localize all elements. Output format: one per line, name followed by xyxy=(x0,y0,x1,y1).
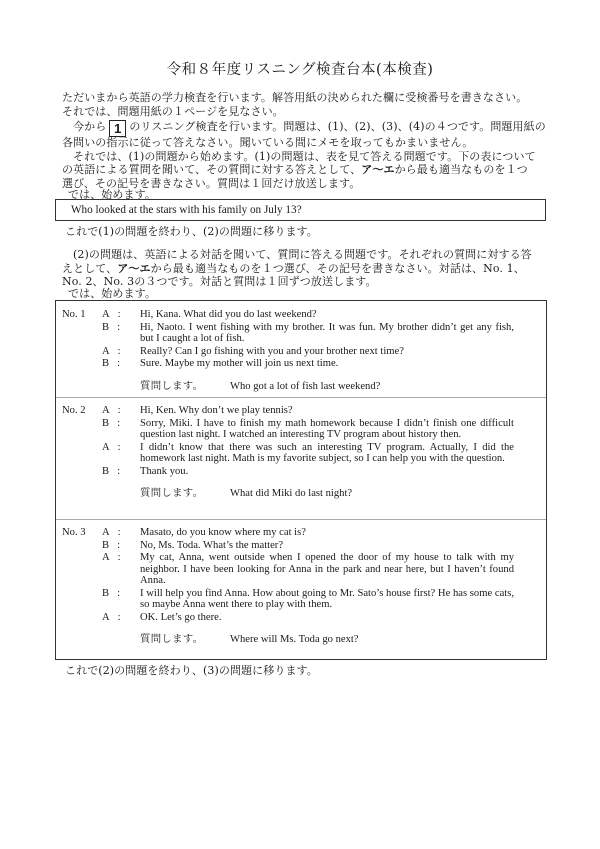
section2-line-3: No. 2、No. 3の３つです。対話と質問は１回ずつ放送します。 xyxy=(62,275,377,288)
dialogue-no-2 xyxy=(56,405,546,499)
speaker: A xyxy=(102,345,110,357)
section2-start: では、始めます。 xyxy=(68,287,156,300)
dialogue-no-3 xyxy=(56,527,546,645)
question-prompt: 質問します。 xyxy=(140,633,204,645)
intro-line-2: それでは、問題用紙の１ページを見なさい。 xyxy=(62,104,284,118)
utterance: I will help you find Anna. How about going to Mr. Sato’s house first? He has some cats, so maybe Anna went there to play with them. xyxy=(140,587,514,610)
dialogue-line: A : My cat, Anna, went outside when I opened the door of my house to talk with my neighbor. I have been looking for Anna in the park and near here, but I haven’t found Anna. xyxy=(102,552,514,586)
dialogue-no-1 xyxy=(56,309,546,392)
dialogue-line: A : Masato, do you know where my cat is? xyxy=(56,527,546,538)
speaker: B xyxy=(102,358,110,370)
question-text: Who got a lot of fish last weekend? xyxy=(230,380,381,392)
utterance: Hi, Ken. Why don’t we play tennis? xyxy=(140,405,293,416)
dialogue-label: No. 1 xyxy=(62,309,86,320)
question-text: Where will Ms. Toda go next? xyxy=(230,634,359,645)
utterance: Hi, Kana. What did you do last weekend? xyxy=(140,309,317,320)
choice-range: ア～エ xyxy=(117,261,151,275)
utterance: Really? Can I go fishing with you and your brother next time? xyxy=(140,345,404,357)
dialogue-line: B : Thank you. xyxy=(56,466,546,477)
section1-line-1 xyxy=(62,120,552,137)
question-number-box: 1 xyxy=(109,120,126,137)
dialogue-question xyxy=(140,634,546,645)
dialogue-box xyxy=(55,300,547,660)
section-divider xyxy=(56,397,546,398)
dialogue-line: A : Hi, Kana. What did you do last weekend? xyxy=(56,309,546,320)
section1-start: では、始めます。 xyxy=(68,188,156,201)
page-title: 令和８年度リスニング検査台本(本検査) xyxy=(166,62,434,78)
speaker: A xyxy=(102,552,110,564)
section1-line-5: 選び、その記号を書きなさい。質問は１回だけ放送します。 xyxy=(62,176,361,190)
dialogue-question xyxy=(140,488,546,499)
dialogue-label: No. 2 xyxy=(62,405,86,416)
transition-2: これで(2)の問題を終わり、(3)の問題に移ります。 xyxy=(65,664,318,677)
section1-line-4: の英語による質問を聞いて、その質問に対する答えとして、ア～エから最も適当なものを１つ xyxy=(62,163,528,176)
utterance: Thank you. xyxy=(140,465,189,477)
intro-line-1: ただいまから英語の学力検査を行います。解答用紙の決められた欄に受検番号を書きなさい。 xyxy=(62,91,528,104)
speaker: B xyxy=(102,465,110,477)
question-prompt: 質問します。 xyxy=(140,487,204,499)
dialogue-line: A : Hi, Ken. Why don’t we play tennis? xyxy=(56,405,546,416)
dialogue-line: B : No, Ms. Toda. What’s the matter? xyxy=(56,540,546,551)
speaker: A xyxy=(102,527,110,538)
utterance: My cat, Anna, went outside when I opened the door of my house to talk with my neighbor. I have been looking for Anna in the park and near here, but I haven’t found Anna. xyxy=(140,552,514,586)
section1-line-3: それでは、(1)の問題から始めます。(1)の問題は、表を見て答える問題です。下の表について xyxy=(73,149,536,163)
speaker: A xyxy=(102,611,110,623)
utterance: OK. Let’s go there. xyxy=(140,611,222,623)
dialogue-line: B : I will help you find Anna. How about going to Mr. Sato’s house first? He has some cats, so maybe Anna went there to play with them. xyxy=(102,587,514,610)
utterance: Sure. Maybe my mother will join us next time. xyxy=(140,358,339,370)
speaker: B xyxy=(102,539,110,551)
section1-post-box: のリスニング検査を行います。問題は、(1)、(2)、(3)、(4)の４つです。問題用紙の xyxy=(129,120,546,133)
dialogue-line: B : Sorry, Miki. I have to finish my math homework because I didn’t finish one difficult question last night. I watched an interesting TV program about history then. xyxy=(102,417,514,440)
dialogue-label: No. 3 xyxy=(62,527,86,538)
speaker: B xyxy=(102,587,110,599)
dialogue-line: B : Hi, Naoto. I went fishing with my brother. It was fun. My brother didn’t get any fish, but I caught a lot of fish. xyxy=(102,321,514,344)
dialogue-line: A : Really? Can I go fishing with you and your brother next time? xyxy=(56,346,546,357)
speaker: B xyxy=(102,417,110,429)
choice-range: ア～エ xyxy=(361,163,395,176)
dialogue-line: B : Sure. Maybe my mother will join us next time. xyxy=(56,358,546,369)
speaker: A xyxy=(102,441,110,453)
question1-box: Who looked at the stars with his family on July 13? xyxy=(55,199,546,221)
utterance: Masato, do you know where my cat is? xyxy=(140,527,306,538)
dialogue-line: A : OK. Let’s go there. xyxy=(56,612,546,623)
utterance: I didn’t know that there was such an interesting TV program. Actually, I did the homework last night. Math is my favorite subject, so I can help you with the question. xyxy=(140,441,514,464)
section2-line-2: えとして、ア～エから最も適当なものを１つ選び、その記号を書きなさい。対話は、No. 1、 xyxy=(62,261,525,275)
utterance: No, Ms. Toda. What’s the matter? xyxy=(140,539,284,551)
speaker: A xyxy=(102,309,110,320)
speaker: A xyxy=(102,405,110,416)
question-text: What did Miki do last night? xyxy=(230,488,353,499)
section-divider xyxy=(56,519,546,520)
dialogue-question xyxy=(140,381,546,392)
section1-pre-box: 今から xyxy=(73,120,107,133)
utterance: Sorry, Miki. I have to finish my math homework because I didn’t finish one difficult question last night. I watched an interesting TV program about history then. xyxy=(140,417,514,440)
utterance: Hi, Naoto. I went fishing with my brother. It was fun. My brother didn’t get any fish, but I caught a lot of fish. xyxy=(140,321,514,344)
transition-1: これで(1)の問題を終わり、(2)の問題に移ります。 xyxy=(65,225,318,238)
dialogue-line: A : I didn’t know that there was such an interesting TV program. Actually, I did the homework last night. Math is my favorite subject, so I can help you with the question. xyxy=(102,441,514,464)
speaker: B xyxy=(102,321,110,333)
question-prompt: 質問します。 xyxy=(140,379,204,392)
section2-line-1: (2)の問題は、英語による対話を聞いて、質問に答える問題です。それぞれの質問に対する答 xyxy=(73,248,532,261)
section1-line-2: 各問いの指示に従って答えなさい。聞いている間にメモを取ってもかまいません。 xyxy=(62,136,474,149)
